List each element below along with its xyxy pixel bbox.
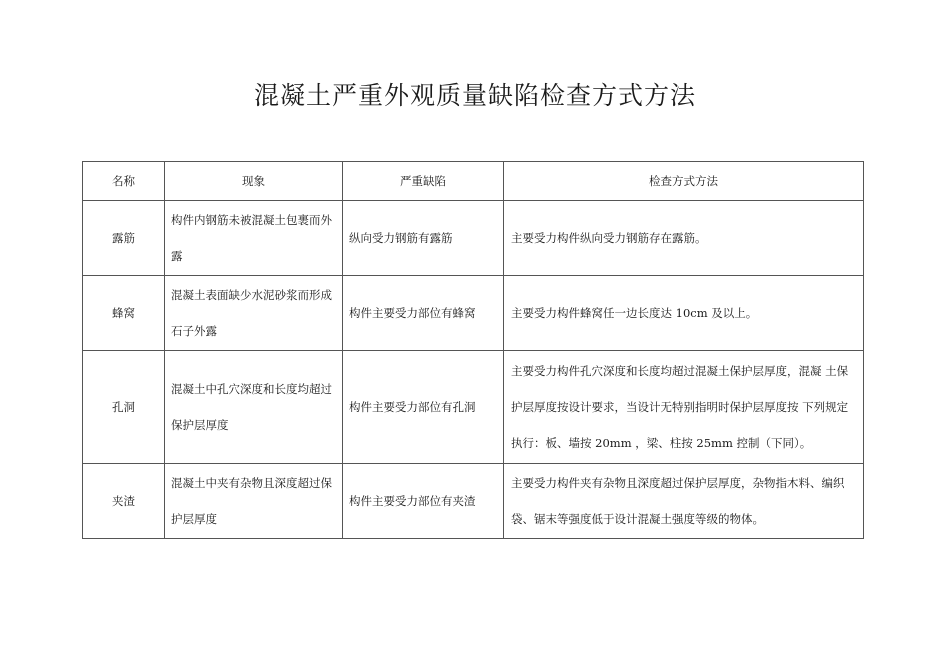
cell-name: 夹渣	[83, 464, 165, 539]
cell-name: 孔洞	[83, 351, 165, 464]
table-header-row	[83, 162, 864, 201]
header-inspection-method: 检查方式方法	[504, 162, 864, 201]
table-row	[83, 464, 864, 539]
cell-severe-defect: 纵向受力钢筋有露筋	[343, 201, 504, 276]
cell-inspection-method: 主要受力构件蜂窝任一边长度达 10cm 及以上。	[504, 276, 864, 351]
header-severe-defect: 严重缺陷	[343, 162, 504, 201]
table-row	[83, 276, 864, 351]
cell-name: 露筋	[83, 201, 165, 276]
table-row	[83, 201, 864, 276]
cell-severe-defect: 构件主要受力部位有夹渣	[343, 464, 504, 539]
table-row	[83, 351, 864, 464]
cell-phenomenon: 混凝土中夹有杂物且深度超过保护层厚度	[165, 464, 343, 539]
cell-phenomenon: 混凝土中孔穴深度和长度均超过保护层厚度	[165, 351, 343, 464]
header-name: 名称	[83, 162, 165, 201]
header-phenomenon: 现象	[165, 162, 343, 201]
cell-inspection-method: 主要受力构件孔穴深度和长度均超过混凝土保护层厚度，混凝 土保护层厚度按设计要求，当设计无特别指明时保护层厚度按 下列规定执行：板、墙按 20mm ，梁、柱按 25mm 控制（下同）。	[504, 351, 864, 464]
cell-name: 蜂窝	[83, 276, 165, 351]
cell-phenomenon: 混凝土表面缺少水泥砂浆而形成石子外露	[165, 276, 343, 351]
document-title: 混凝土严重外观质量缺陷检查方式方法	[253, 81, 696, 110]
cell-phenomenon: 构件内钢筋未被混凝土包裹而外露	[165, 201, 343, 276]
defect-inspection-table	[82, 161, 864, 539]
cell-severe-defect: 构件主要受力部位有蜂窝	[343, 276, 504, 351]
cell-severe-defect: 构件主要受力部位有孔洞	[343, 351, 504, 464]
cell-inspection-method: 主要受力构件夹有杂物且深度超过保护层厚度，杂物指木料、编织袋、锯末等强度低于设计混凝土强度等级的物体。	[504, 464, 864, 539]
cell-inspection-method: 主要受力构件纵向受力钢筋存在露筋。	[504, 201, 864, 276]
